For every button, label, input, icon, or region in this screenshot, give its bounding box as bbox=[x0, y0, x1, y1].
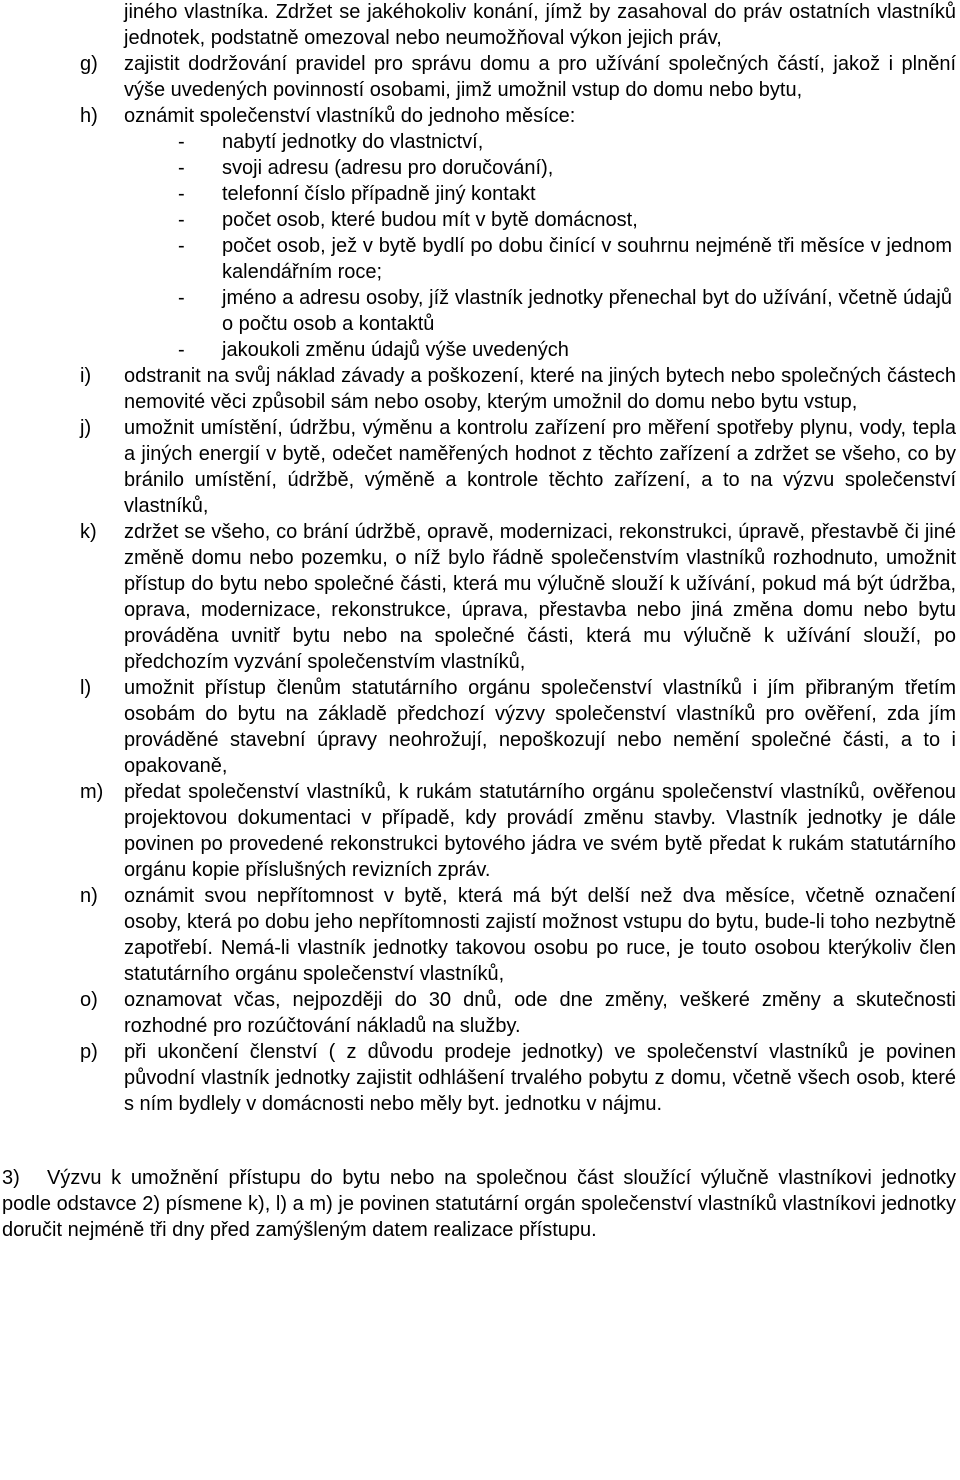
dash-marker: - bbox=[178, 183, 185, 205]
list-item-h bbox=[0, 103, 960, 363]
list-item-text: zajistit dodržování pravidel pro správu domu a pro užívání společných částí, jakož i plnění výše uvedených povinností osobami, jimž umožnil vstup do domu nebo bytu, bbox=[124, 53, 956, 101]
sub-list-item bbox=[0, 285, 956, 337]
list-item-text: zdržet se všeho, co brání údržbě, opravě, modernizaci, rekonstrukci, úpravě, přestavbě či jiné změně domu nebo pozemku, o níž bylo řádně společenstvím vlastníků rozhodnuto, umožnit přístup do bytu nebo společné části, která mu výlučně slouží k užívání, pokud má být údržba, oprava, modernizace, rekonstrukce, úprava, přestavba nebo jiná změna domu nebo bytu prováděna uvnitř bytu nebo na společné části, která mu výlučně k užívání slouží, po předchozím vyzvání společenstvím vlastníků, bbox=[124, 521, 956, 673]
list-item-m bbox=[0, 779, 960, 883]
sub-item-text: telefonní číslo případně jiný kontakt bbox=[222, 183, 536, 205]
dash-marker: - bbox=[178, 209, 185, 231]
sub-list-item bbox=[0, 337, 956, 363]
sub-item-text: nabytí jednotky do vlastnictví, bbox=[222, 131, 484, 153]
list-item-text: oznámit společenství vlastníků do jednoho měsíce: bbox=[124, 105, 576, 127]
sub-item-text: jakoukoli změnu údajů výše uvedených bbox=[222, 339, 569, 361]
dash-marker: - bbox=[178, 235, 185, 257]
list-marker: g) bbox=[80, 53, 98, 75]
list-marker: j) bbox=[80, 417, 92, 439]
list-marker: k) bbox=[80, 521, 97, 543]
dash-marker: - bbox=[178, 287, 185, 309]
list-marker: o) bbox=[80, 989, 98, 1011]
list-marker: l) bbox=[80, 677, 92, 699]
sub-list-item bbox=[0, 129, 956, 155]
list-item-text: odstranit na svůj náklad závady a poškození, které na jiných bytech nebo společných částech nemovité věci způsobil sám nebo osoby, kterým umožnil do domu nebo bytu vstup, bbox=[124, 365, 956, 413]
sub-item-text: jméno a adresu osoby, jíž vlastník jednotky přenechal byt do užívání, včetně údajů o počtu osob a kontaktů bbox=[222, 287, 952, 335]
list-item-j bbox=[0, 415, 960, 519]
sub-list-item bbox=[0, 233, 956, 285]
dash-marker: - bbox=[178, 131, 185, 153]
list-item-l bbox=[0, 675, 960, 779]
list-marker: p) bbox=[80, 1041, 98, 1063]
sub-item-text: počet osob, jež v bytě bydlí po dobu činící v souhrnu nejméně tři měsíce v jednom kalendářním roce; bbox=[222, 235, 952, 283]
list-item-n bbox=[0, 883, 960, 987]
list-marker: n) bbox=[80, 885, 98, 907]
list-marker: i) bbox=[80, 365, 92, 387]
paragraph-3 bbox=[0, 1165, 960, 1243]
sub-list-item bbox=[0, 207, 956, 233]
list-item-text: umožnit umístění, údržbu, výměnu a kontrolu zařízení pro měření spotřeby plynu, vody, tepla a jiných energií v bytě, odečet naměřených hodnot z těchto zařízení a zdržet se všeho, co by bránilo umístění, údržbě, výměně a kontrole těchto zařízení, a to na výzvu společenství vlastníků, bbox=[124, 417, 956, 517]
sub-item-text: počet osob, které budou mít v bytě domácnost, bbox=[222, 209, 638, 231]
sub-item-text: svoji adresu (adresu pro doručování), bbox=[222, 157, 554, 179]
dash-marker: - bbox=[178, 339, 185, 361]
intro-text: jiného vlastníka. Zdržet se jakéhokoliv konání, jímž by zasahoval do práv ostatních vlastníků jednotek, podstatně omezoval nebo neumožňoval výkon jejich práv, bbox=[124, 1, 956, 49]
list-item-text: oznámit svou nepřítomnost v bytě, která má být delší než dva měsíce, včetně označení osoby, která po dobu jeho nepřítomnosti zajistí možnost vstupu do bytu, bude-li toho nezbytně zapotřebí. Nemá-li vlastník jednotky takovou osobu po ruce, je touto osobou kterýkoliv člen statutárního orgánu společenství vlastníků, bbox=[124, 885, 956, 985]
list-marker: m) bbox=[80, 781, 104, 803]
list-marker: h) bbox=[80, 105, 98, 127]
list-item-text: oznamovat včas, nejpozději do 30 dnů, ode dne změny, veškeré změny a skutečnosti rozhodné pro rozúčtování nákladů na služby. bbox=[124, 989, 956, 1037]
sub-list bbox=[124, 129, 956, 363]
paragraph-number: 3) bbox=[2, 1167, 20, 1189]
list-item-p bbox=[0, 1039, 960, 1117]
list-item-text: při ukončení členství ( z důvodu prodeje jednotky) ve společenství vlastníků je povinen původní vlastník jednotky zajistit odhlášení trvalého pobytu z domu, včetně všech osob, které s ním bydlely v domácnosti nebo měly byt. jednotku v nájmu. bbox=[124, 1041, 956, 1115]
list-item-text: umožnit přístup členům statutárního orgánu společenství vlastníků i jím přibraným třetím osobám do bytu na základě předchozí výzvy společenství vlastníků pro ověření, zda jím prováděné stavební úpravy neohrožují, nepoškozují nebo nemění společné části, a to i opakovaně, bbox=[124, 677, 956, 777]
dash-marker: - bbox=[178, 157, 185, 179]
list-item-g bbox=[0, 51, 960, 103]
paragraph-spacer bbox=[0, 1117, 960, 1165]
paragraph-text: Výzvu k umožnění přístupu do bytu nebo na společnou část sloužící výlučně vlastníkovi jednotky podle odstavce 2) písmene k), l) a m) je povinen statutární orgán společenství vlastníků vlastníkovi jednotky doručit nejméně tři dny před zamýšleným datem realizace přístupu. bbox=[2, 1167, 956, 1241]
list-item-o bbox=[0, 987, 960, 1039]
list-item-i bbox=[0, 363, 960, 415]
list-item-text: předat společenství vlastníků, k rukám statutárního orgánu společenství vlastníků, ověřenou projektovou dokumentaci v případě, kdy provádí změnu stavby. Vlastník jednotky je dále povinen po provedené rekonstrukci bytového jádra ve svém bytě předat k rukám statutárního orgánu kopie příslušných revizních zpráv. bbox=[124, 781, 956, 881]
sub-list-item bbox=[0, 155, 956, 181]
sub-list-item bbox=[0, 181, 956, 207]
list-item-k bbox=[0, 519, 960, 675]
